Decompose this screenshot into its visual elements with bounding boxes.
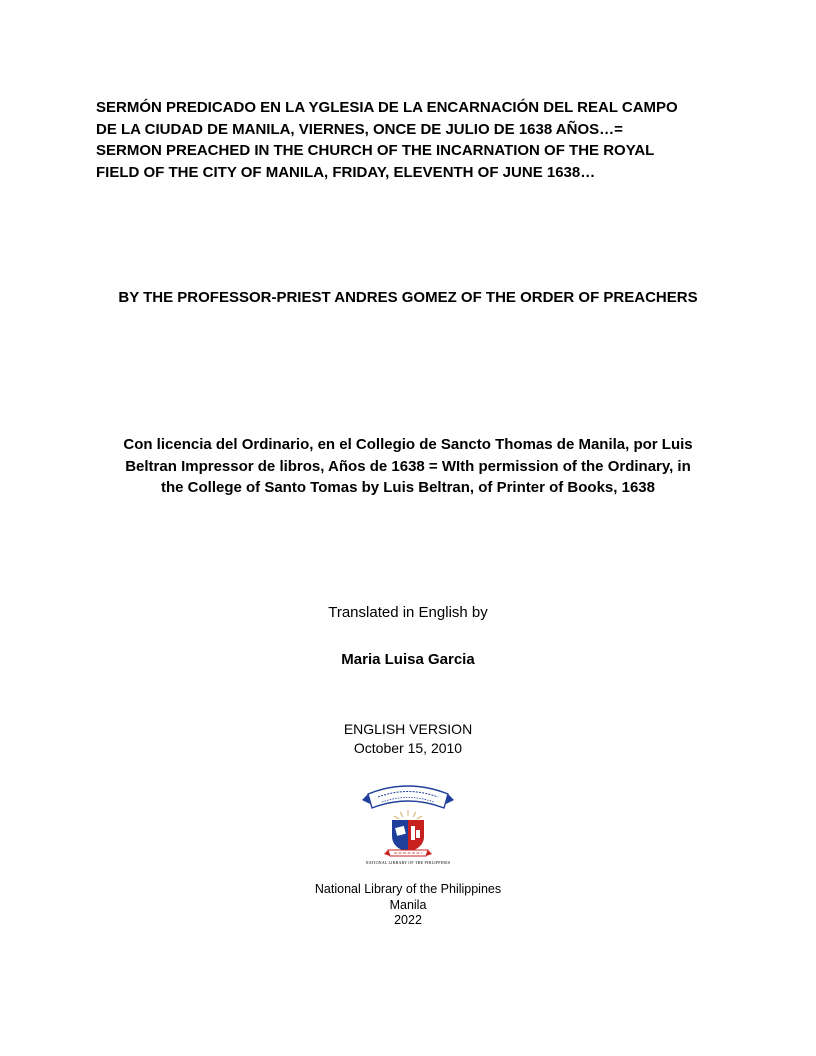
translated-by-label: Translated in English by: [328, 604, 488, 621]
seal-caption: NATIONAL LIBRARY OF THE PHILIPPINES: [365, 860, 451, 865]
license-line: the College of Santo Tomas by Luis Beltran, of Printer of Books, 1638: [161, 479, 655, 496]
title-line: SERMON PREACHED IN THE CHURCH OF THE INCARNATION OF THE ROYAL: [96, 142, 655, 159]
version-date: October 15, 2010: [353, 740, 463, 756]
publisher-year: 2022: [394, 913, 422, 927]
author-line: BY THE PROFESSOR-PRIEST ANDRES GOMEZ OF THE ORDER OF PREACHERS: [118, 289, 698, 306]
version-name: ENGLISH VERSION: [343, 721, 473, 737]
document-title: [96, 97, 720, 183]
version-info: [0, 720, 816, 758]
publisher-name: National Library of the Philippines: [314, 882, 502, 896]
title-line: FIELD OF THE CITY OF MANILA, FRIDAY, ELEVENTH OF JUNE 1638…: [96, 163, 596, 181]
license-statement: [96, 434, 720, 499]
publisher-city: Manila: [389, 897, 427, 912]
national-library-seal-icon: [360, 780, 456, 868]
publisher-info: [0, 882, 816, 929]
title-line: SERMÓN PREDICADO EN LA YGLESIA DE LA ENCARNACIÓN DEL REAL CAMPO: [96, 99, 678, 116]
license-line: Con licencia del Ordinario, en el Collegio de Sancto Thomas de Manila, por Luis: [123, 436, 693, 453]
license-line: Beltran Impressor de libros, Años de 1638 = WIth permission of the Ordinary, in: [125, 457, 691, 475]
title-line: DE LA CIUDAD DE MANILA, VIERNES, ONCE DE JULIO DE 1638 AÑOS…=: [96, 120, 623, 138]
translator-name: Maria Luisa Garcia: [341, 651, 475, 668]
